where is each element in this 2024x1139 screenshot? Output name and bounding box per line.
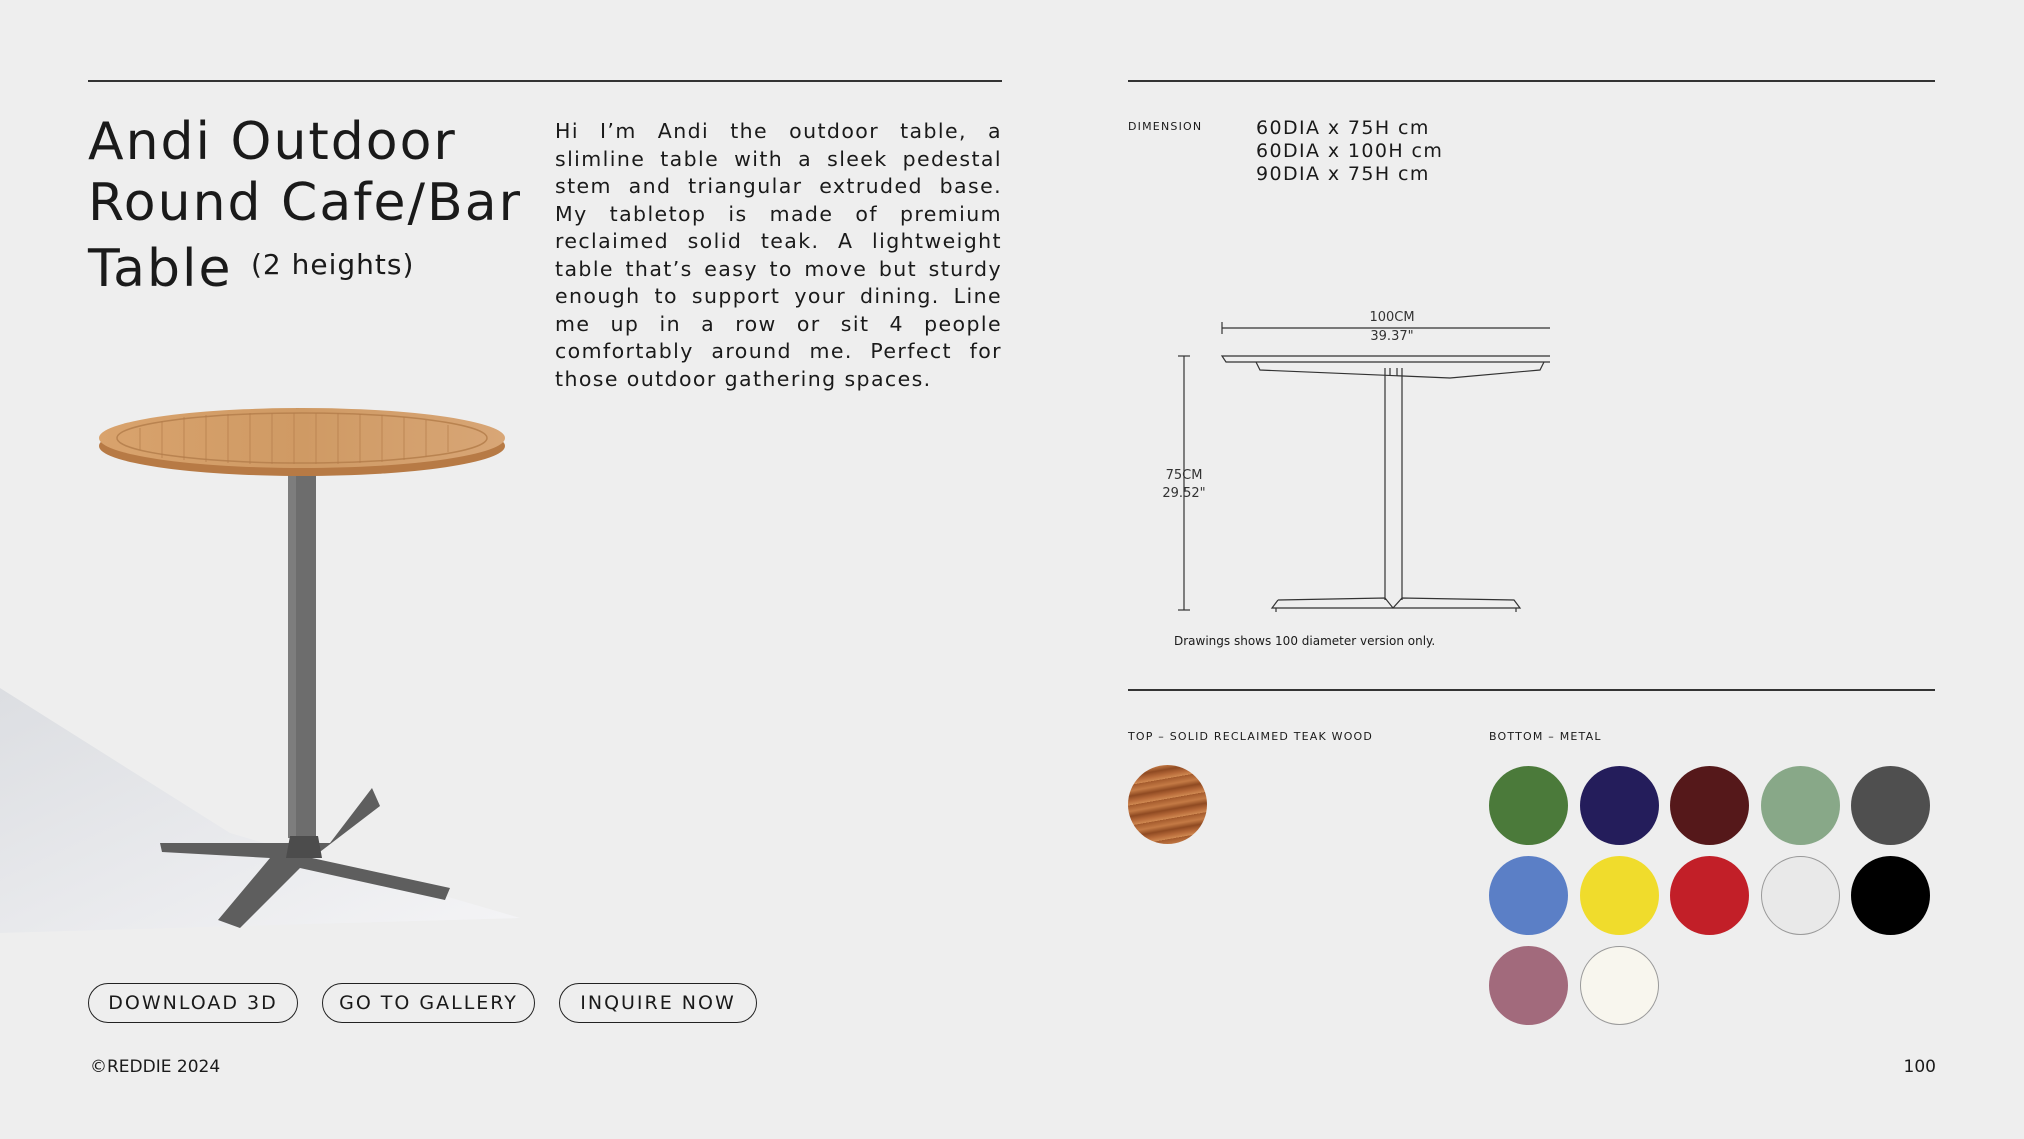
dimension-label: DIMENSION xyxy=(1128,120,1203,133)
mid-rule-right xyxy=(1128,689,1935,691)
metal-color-swatch[interactable] xyxy=(1761,766,1840,845)
top-rule-left xyxy=(88,80,1002,82)
product-title-text: Andi Outdoor Round Cafe/Bar Table xyxy=(88,112,522,299)
drawing-height-cm: 75CM xyxy=(1165,468,1203,483)
table-photo xyxy=(0,388,540,933)
metal-color-swatch[interactable] xyxy=(1851,856,1930,935)
dimension-value: 90DIA x 75H cm xyxy=(1256,163,1430,185)
metal-color-swatch[interactable] xyxy=(1761,856,1840,935)
metal-color-swatch[interactable] xyxy=(1851,766,1930,845)
drawing-height-in: 29.52" xyxy=(1162,486,1206,501)
download-3d-button[interactable]: DOWNLOAD 3D xyxy=(88,983,298,1023)
drawing-tabletop xyxy=(1222,356,1550,362)
metal-color-swatch[interactable] xyxy=(1489,856,1568,935)
metal-color-swatch[interactable] xyxy=(1670,766,1749,845)
metal-color-swatch[interactable] xyxy=(1580,766,1659,845)
product-title-suffix: (2 heights) xyxy=(251,248,415,281)
page-number: 100 xyxy=(1903,1057,1936,1077)
metal-color-swatch[interactable] xyxy=(1670,856,1749,935)
bottom-finish-label: BOTTOM – METAL xyxy=(1489,730,1602,743)
teak-wood-swatch[interactable] xyxy=(1128,765,1207,844)
top-rule-right xyxy=(1128,80,1935,82)
product-title xyxy=(88,112,528,300)
metal-color-swatch[interactable] xyxy=(1580,946,1659,1025)
drawing-width-cm: 100CM xyxy=(1369,310,1415,325)
dimension-list xyxy=(1256,117,1443,186)
dimension-value: 60DIA x 100H cm xyxy=(1256,140,1444,162)
drawing-width-in: 39.37" xyxy=(1370,329,1414,344)
dimension-value: 60DIA x 75H cm xyxy=(1256,117,1430,139)
product-description: Hi I’m Andi the outdoor table, a slimline table with a sleek pedestal stem and triangular extruded base. My tabletop is made of premium reclaimed solid teak. A lightweight table that’s easy to move but sturdy enough to support your dining. Line me up in a row or sit 4 people comfortably around me. Perfect for those outdoor gathering spaces. xyxy=(555,119,1002,391)
metal-color-swatch[interactable] xyxy=(1489,766,1568,845)
metal-color-swatch[interactable] xyxy=(1489,946,1568,1025)
inquire-now-button[interactable]: INQUIRE NOW xyxy=(559,983,757,1023)
metal-color-swatch[interactable] xyxy=(1580,856,1659,935)
copyright: ©REDDIE 2024 xyxy=(90,1057,221,1077)
drawing-note: Drawings shows 100 diameter version only. xyxy=(1174,634,1436,648)
drawing-base xyxy=(1272,598,1520,608)
top-finish-label: TOP – SOLID RECLAIMED TEAK WOOD xyxy=(1128,730,1374,743)
drawing-apron xyxy=(1256,362,1544,378)
go-to-gallery-button[interactable]: GO TO GALLERY xyxy=(322,983,535,1023)
technical-drawing xyxy=(1150,310,1550,620)
